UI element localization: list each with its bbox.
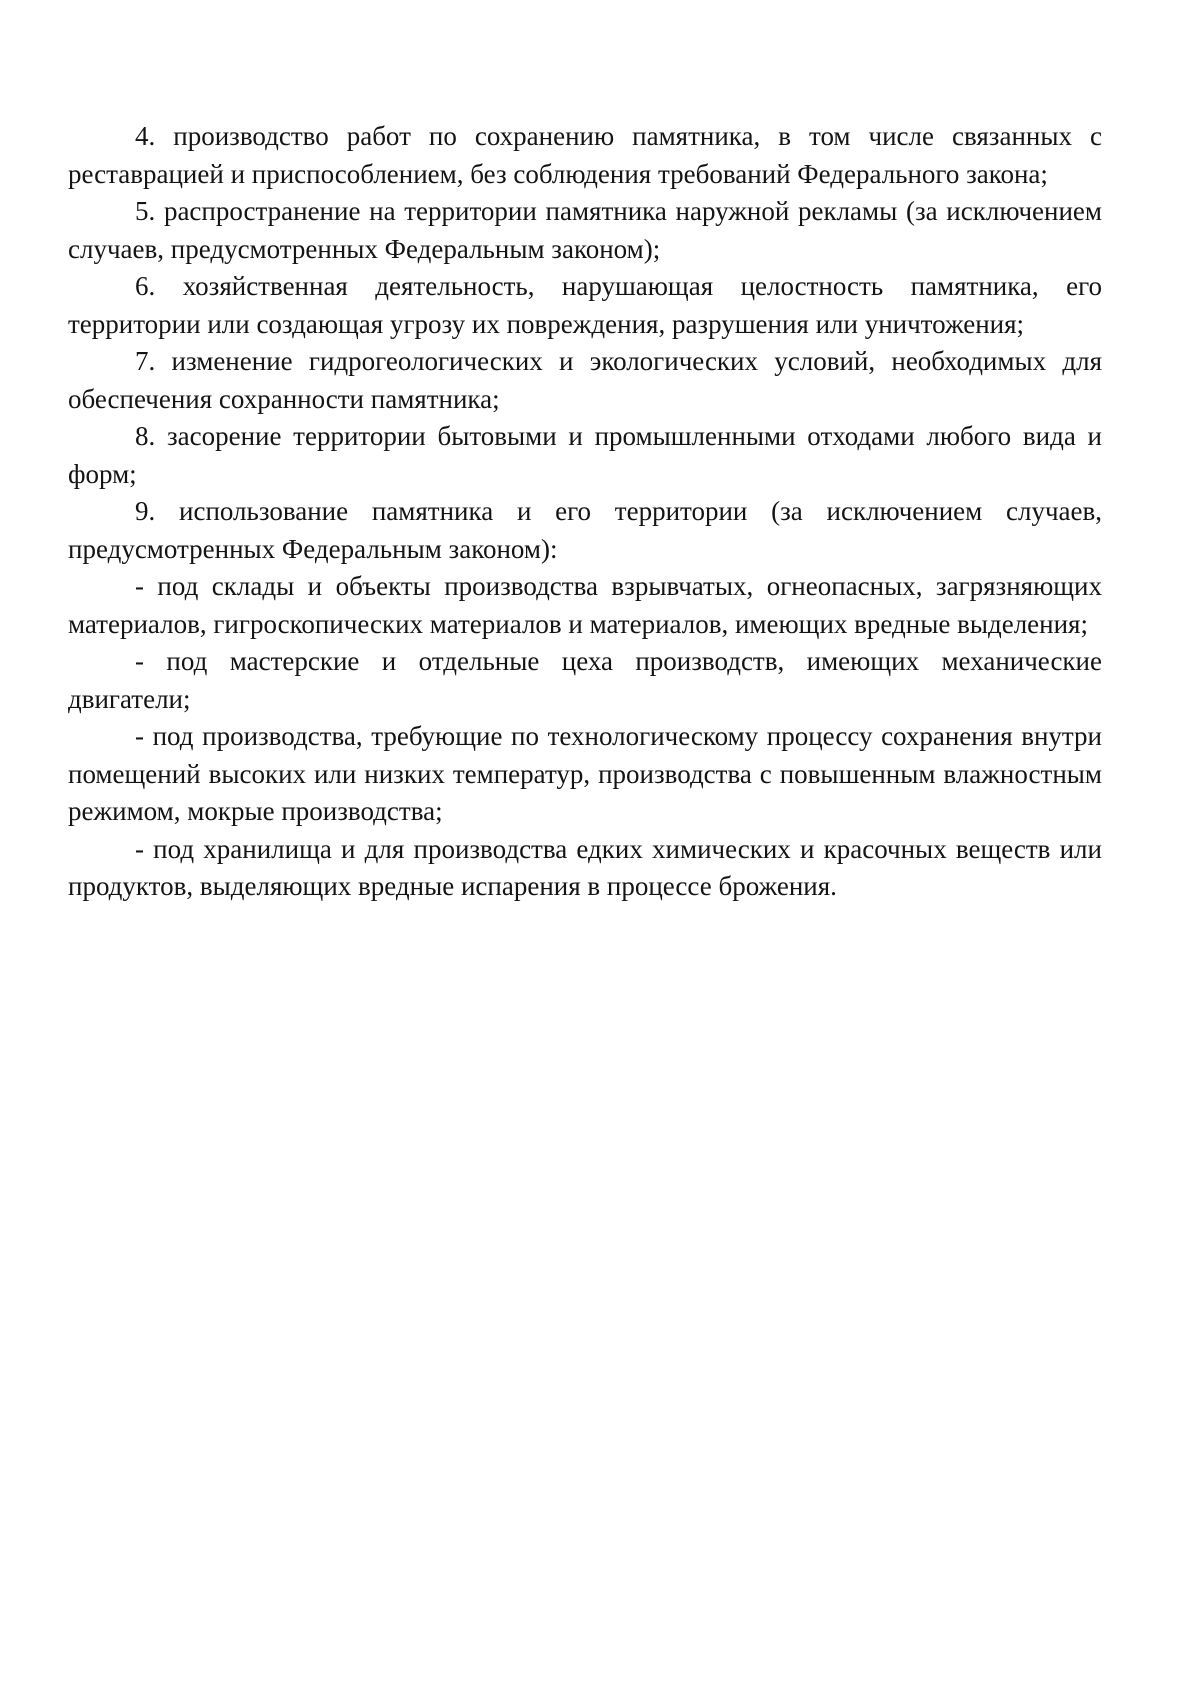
paragraph-item-5: 5. распространение на территории памятника наружной рекламы (за исключением случаев, предусмотренных Федеральным законом); bbox=[68, 196, 1102, 264]
sub-item-warehouses: - под склады и объекты производства взрывчатых, огнеопасных, загрязняющих материалов, гигроскопических материалов и материалов, имеющих вредные выделения; bbox=[68, 571, 1102, 639]
sub-item-temperature-production: - под производства, требующие по технологическому процессу сохранения внутри помещений высоких или низких температур, производства с повышенным влажностным режимом, мокрые производства; bbox=[68, 721, 1102, 826]
sub-item-chemical-storage: - под хранилища и для производства едких химических и красочных веществ или продуктов, выделяющих вредные испарения в процессе брожения. bbox=[68, 833, 1102, 901]
document-body bbox=[68, 118, 1102, 906]
paragraph-item-4: 4. производство работ по сохранению памятника, в том числе связанных с реставрацией и приспособлением, без соблюдения требований Федерального закона; bbox=[68, 121, 1102, 189]
sub-item-workshops: - под мастерские и отдельные цеха производств, имеющих механические двигатели; bbox=[68, 646, 1102, 714]
paragraph-item-7: 7. изменение гидрогеологических и экологических условий, необходимых для обеспечения сохранности памятника; bbox=[68, 346, 1102, 414]
paragraph-item-8: 8. засорение территории бытовыми и промышленными отходами любого вида и форм; bbox=[68, 421, 1102, 489]
paragraph-item-9: 9. использование памятника и его территории (за исключением случаев, предусмотренных Федеральным законом): bbox=[68, 496, 1102, 564]
paragraph-item-6: 6. хозяйственная деятельность, нарушающая целостность памятника, его территории или создающая угрозу их повреждения, разрушения или уничтожения; bbox=[68, 271, 1102, 339]
